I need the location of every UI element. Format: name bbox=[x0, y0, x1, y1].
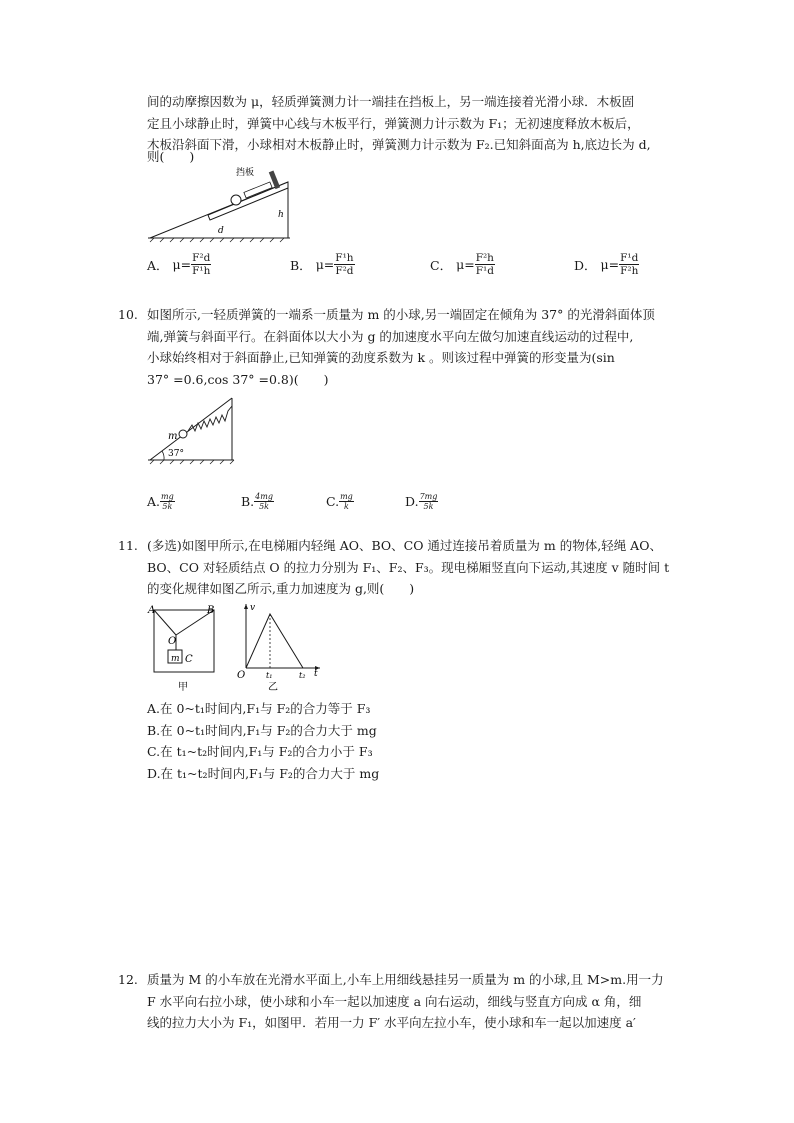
baffle-label: 挡板 bbox=[236, 168, 255, 178]
mu-text: μ= bbox=[315, 257, 335, 272]
q9-line-3: 木板沿斜面下滑，小球相对木板静止时，弹簧测力计示数为 F₂.已知斜面高为 h,底边长为 d, bbox=[147, 137, 651, 152]
t1-label: t₁ bbox=[266, 671, 273, 680]
t-axis-label: t bbox=[314, 669, 318, 679]
q12-line-1: 质量为 M 的小车放在光滑水平面上,小车上用细线悬挂另一质量为 m 的小球,且 M>m.用一力 bbox=[147, 972, 664, 987]
q10-option-d[interactable] bbox=[405, 492, 438, 511]
q12-number: 12. bbox=[118, 972, 138, 987]
mass-label: m bbox=[171, 654, 180, 664]
q10-line-4: 37° =0.6,cos 37° =0.8)( ) bbox=[147, 372, 329, 387]
q10-option-a[interactable] bbox=[147, 492, 175, 511]
q9-option-a[interactable] bbox=[147, 252, 211, 277]
q9-option-b[interactable] bbox=[290, 252, 355, 277]
spring-shape bbox=[188, 406, 232, 431]
velocity-line bbox=[246, 614, 303, 668]
option-fraction: $\frac{\text{F²d}}{\text{F¹h}}$ bbox=[192, 252, 211, 277]
q9-line-1: 间的动摩擦因数为 μ，轻质弹簧测力计一端挂在挡板上，另一端连接着光滑小球．木板固 bbox=[147, 94, 635, 109]
q10-line-1: 如图所示,一轻质弹簧的一端系一质量为 m 的小球,另一端固定在倾角为 37° 的光滑斜面体顶 bbox=[147, 307, 655, 322]
q11-option-b[interactable]: B.在 0~t₁时间内,F₁与 F₂的合力大于 mg bbox=[147, 723, 377, 738]
q11-line-3: 的变化规律如图乙所示,重力加速度为 g,则( ) bbox=[147, 581, 415, 596]
q10-line-2: 端,弹簧与斜面平行。在斜面体以大小为 g 的加速度水平向左做匀加速直线运动的过程中, bbox=[147, 329, 634, 344]
q9-option-d[interactable] bbox=[574, 252, 639, 277]
option-fraction: mg 5k bbox=[161, 492, 174, 511]
height-label: h bbox=[278, 210, 284, 220]
q11-number: 11. bbox=[118, 538, 138, 553]
q11-option-d[interactable]: D.在 t₁~t₂时间内,F₁与 F₂的合力大于 mg bbox=[147, 766, 380, 781]
q11-elevator-figure bbox=[146, 602, 226, 694]
t2-label: t₂ bbox=[299, 671, 306, 680]
point-b-label: B bbox=[207, 605, 215, 616]
option-fraction: 7mg 5k bbox=[419, 492, 438, 511]
v-axis-label: v bbox=[250, 603, 256, 613]
mass-label: m bbox=[168, 431, 178, 442]
point-a-label: A bbox=[148, 605, 156, 616]
caption-yi: 乙 bbox=[268, 682, 278, 693]
mu-text: μ= bbox=[172, 257, 192, 272]
option-fraction: $\frac{\text{F²h}}{\text{F¹d}}$ bbox=[475, 252, 494, 277]
origin-label: O bbox=[237, 670, 246, 681]
q9-option-c[interactable] bbox=[430, 252, 495, 277]
mu-text: μ= bbox=[600, 257, 620, 272]
q11-line-1: (多选)如图甲所示,在电梯厢内轻绳 AO、BO、CO 通过连接吊着质量为 m 的物体,轻绳 AO、 bbox=[147, 538, 662, 553]
q11-option-a[interactable]: A.在 0~t₁时间内,F₁与 F₂的合力等于 F₃ bbox=[147, 701, 371, 716]
q11-line-2: BO、CO 对轻质结点 O 的拉力分别为 F₁、F₂、F₃。现电梯厢竖直向下运动,其速度 v 随时间 t bbox=[147, 560, 670, 575]
q12-line-3: 线的拉力大小为 F₁，如图甲．若用一力 F′ 水平向左拉小车，使小球和车一起以加速度 a′ bbox=[147, 1015, 636, 1030]
option-label: D． bbox=[574, 257, 597, 273]
ball-shape bbox=[231, 195, 241, 205]
point-c-label: C bbox=[185, 654, 193, 665]
q9-line-2: 定且小球静止时，弹簧中心线与木板平行，弹簧测力计示数为 F₁；无初速度释放木板后， bbox=[147, 116, 640, 131]
q9-line-4: 则( ) bbox=[147, 149, 195, 164]
option-fraction: $\frac{\text{F¹h}}{\text{F²d}}$ bbox=[335, 252, 354, 277]
option-label: C． bbox=[430, 257, 453, 273]
q10-option-b[interactable] bbox=[241, 492, 274, 511]
option-label: B. bbox=[241, 494, 255, 509]
option-label: C. bbox=[326, 494, 340, 509]
option-label: B． bbox=[290, 257, 312, 273]
q12-line-2: F 水平向右拉小球，使小球和小车一起以加速度 a 向右运动，细线与竖直方向成 α 角，细 bbox=[147, 994, 642, 1009]
option-fraction: $\frac{\text{F¹d}}{\text{F²h}}$ bbox=[620, 252, 639, 277]
option-label: D. bbox=[405, 494, 419, 509]
option-label: A. bbox=[147, 494, 161, 509]
q9-incline-figure bbox=[148, 165, 298, 243]
caption-jia: 甲 bbox=[178, 682, 188, 693]
angle-label: 37° bbox=[168, 449, 184, 459]
option-fraction: mg k bbox=[340, 492, 353, 511]
point-o-label: O bbox=[168, 636, 177, 647]
ball-shape bbox=[179, 430, 187, 438]
q11-option-c[interactable]: C.在 t₁~t₂时间内,F₁与 F₂的合力小于 F₃ bbox=[147, 744, 373, 759]
option-label: A． bbox=[147, 257, 169, 273]
base-label: d bbox=[218, 226, 224, 236]
q10-number: 10. bbox=[118, 307, 138, 322]
mu-text: μ= bbox=[456, 257, 475, 272]
q11-velocity-graph bbox=[236, 600, 326, 694]
q10-line-3: 小球始终相对于斜面静止,已知弹簧的劲度系数为 k 。则该过程中弹簧的形变量为(sin bbox=[147, 350, 615, 365]
q10-incline-figure bbox=[146, 394, 242, 466]
q10-option-c[interactable] bbox=[326, 492, 354, 511]
option-fraction: 4mg 5k bbox=[255, 492, 273, 511]
